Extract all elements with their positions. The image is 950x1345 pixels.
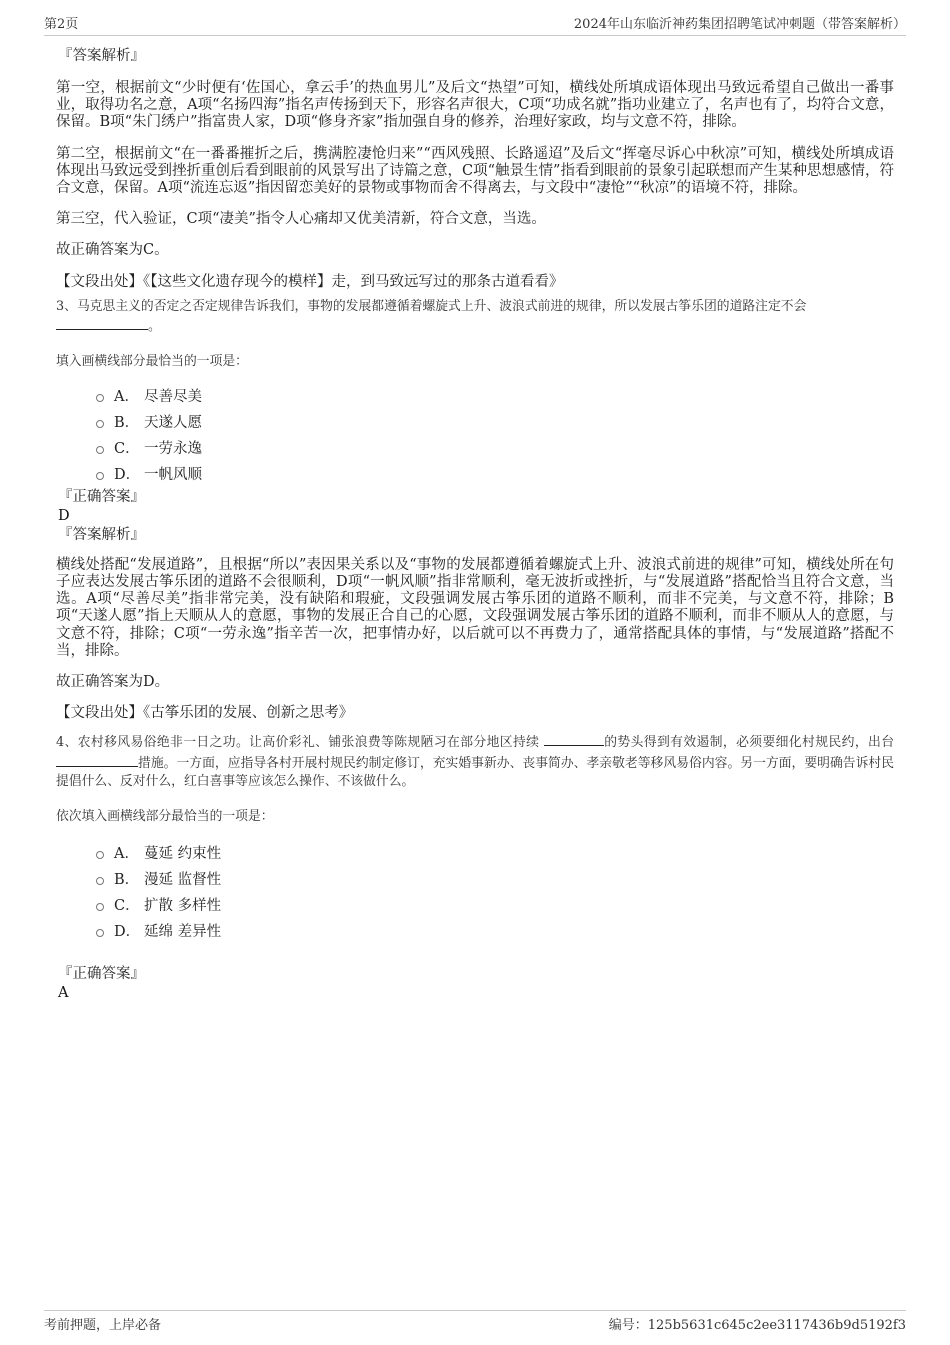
correct-answer: D [58,507,70,524]
radio-icon[interactable] [96,929,104,937]
analysis-label: 『答案解析』 [58,48,145,64]
question-4-stem: 4、农村移风易俗绝非一日之功。让高价彩礼、铺张浪费等陈规陋习在部分地区持续 的势头得到有效遏制，必须要细化村规民约，出台 措施。一方面，应指导各村开展村规民约制定修订，充实婚事新办、丧事简办、孝亲敬老等移风易俗内容。另一方面，要明确告诉村民提倡什么、反对什么，红白喜事等应该怎么操作、不该做什么。 [56,732,894,792]
footer-slogan: 考前押题，上岸必备 [44,1318,162,1333]
question-3-options [96,383,894,487]
analysis-paragraph: 横线处搭配“发展道路”，且根据“所以”表因果关系以及“事物的发展都遵循着螺旋式上升、波浪式前进的规律”可知，横线处所在句子应表达发展古筝乐团的道路不会很顺利，D项“一帆风顺”指非常顺利，毫无波折或挫折，与“发展道路”搭配恰当且符合文意，当选。A项“尽善尽美”指非常完美，没有缺陷和瑕疵，文段强调发展古筝乐团的道路不顺利，而非不完美，与文意不符，排除；B项“天遂人愿”指上天顺从人的意愿，事物的发展正合自己的心愿，文段强调发展古筝乐团的道路不顺利，而非不顺从人的意愿，与文意不符，排除；C项“一劳永逸”指辛苦一次，把事情办好，以后就可以不再费力了，通常搭配具体的事情，与“发展道路”搭配不当，排除。 [56,556,894,659]
question-3-blank [56,316,148,330]
document-id: 编号：125b5631c645c2ee3117436b9d5192f3 [608,1318,906,1333]
document-title: 2024年山东临沂神药集团招聘笔试冲刺题（带答案解析） [573,17,906,32]
source-citation: 【文段出处】《【这些文化遗存现今的模样】走，到马致远写过的那条古道看看》 [56,273,564,290]
question-4-options [96,840,894,944]
radio-icon[interactable] [96,851,104,859]
source-citation: 【文段出处】《古筝乐团的发展、创新之思考》 [56,705,354,722]
answer-label: 『正确答案』 [58,965,145,982]
option-d[interactable]: D． 一帆风顺 [96,461,894,487]
option-a[interactable]: A． 尽善尽美 [96,383,894,409]
question-3-stem [56,298,894,337]
option-b[interactable]: B． 漫延 监督性 [96,866,894,892]
analysis-label: 『答案解析』 [58,526,145,543]
radio-icon[interactable] [96,446,104,454]
analysis-conclusion: 故正确答案为D。 [56,674,170,691]
page-number: 第2页 [44,17,79,32]
radio-icon[interactable] [96,903,104,911]
page-header [44,12,906,36]
option-d[interactable]: D． 延绵 差异性 [96,918,894,944]
option-c[interactable]: C． 扩散 多样性 [96,892,894,918]
radio-icon[interactable] [96,420,104,428]
question-3-prompt: 填入画横线部分最恰当的一项是： [56,353,248,369]
option-a[interactable]: A． 蔓延 约束性 [96,840,894,866]
correct-answer: A [58,984,69,1001]
analysis-conclusion: 故正确答案为C。 [56,242,169,259]
analysis-paragraph: 第一空，根据前文“少时便有‘佐国心，拿云手’的热血男儿”及后文“热望”可知，横线处所填成语体现出马致远希望自己做出一番事业，取得功名之意，A项“名扬四海”指名声传扬到天下，形容名声很大，C项“功成名就”指功业建立了，名声也有了，均符合文意，保留。B项“朱门绣户”指富贵人家，D项“修身齐家”指加强自身的修养，治理好家政，均与文意不符，排除。 [56,80,894,131]
question-4-blank-1 [544,732,604,746]
radio-icon[interactable] [96,394,104,402]
analysis-paragraph: 第二空，根据前文“在一番番摧折之后，携满腔凄怆归来”“西风残照、长路遥迢”及后文“挥毫尽诉心中秋凉”可知，横线处所填成语体现出马致远受到挫折重创后看到眼前的风景写出了诗篇之意，C项“触景生情”指看到眼前的景象引起联想而产生某种思想感情，符合文意，保留。A项“流连忘返”指因留恋美好的景物或事物而舍不得离去，与文段中“凄怆”“秋凉”的语境不符，排除。 [56,145,894,197]
question-4-prompt: 依次填入画横线部分最恰当的一项是： [56,808,274,824]
question-3-tail: 。 [148,319,161,335]
document-body [56,46,894,1002]
question-4-blank-2 [56,753,138,767]
page-footer [44,1310,906,1333]
question-3-text: 3、马克思主义的否定之否定规律告诉我们，事物的发展都遵循着螺旋式上升、波浪式前进的规律，所以发展古筝乐团的道路注定不会 [56,298,807,314]
radio-icon[interactable] [96,472,104,480]
answer-label: 『正确答案』 [58,488,145,505]
radio-icon[interactable] [96,877,104,885]
option-c[interactable]: C． 一劳永逸 [96,435,894,461]
analysis-paragraph: 第三空，代入验证，C项“凄美”指令人心痛却又优美清新，符合文意，当选。 [56,211,546,228]
option-b[interactable]: B． 天遂人愿 [96,409,894,435]
